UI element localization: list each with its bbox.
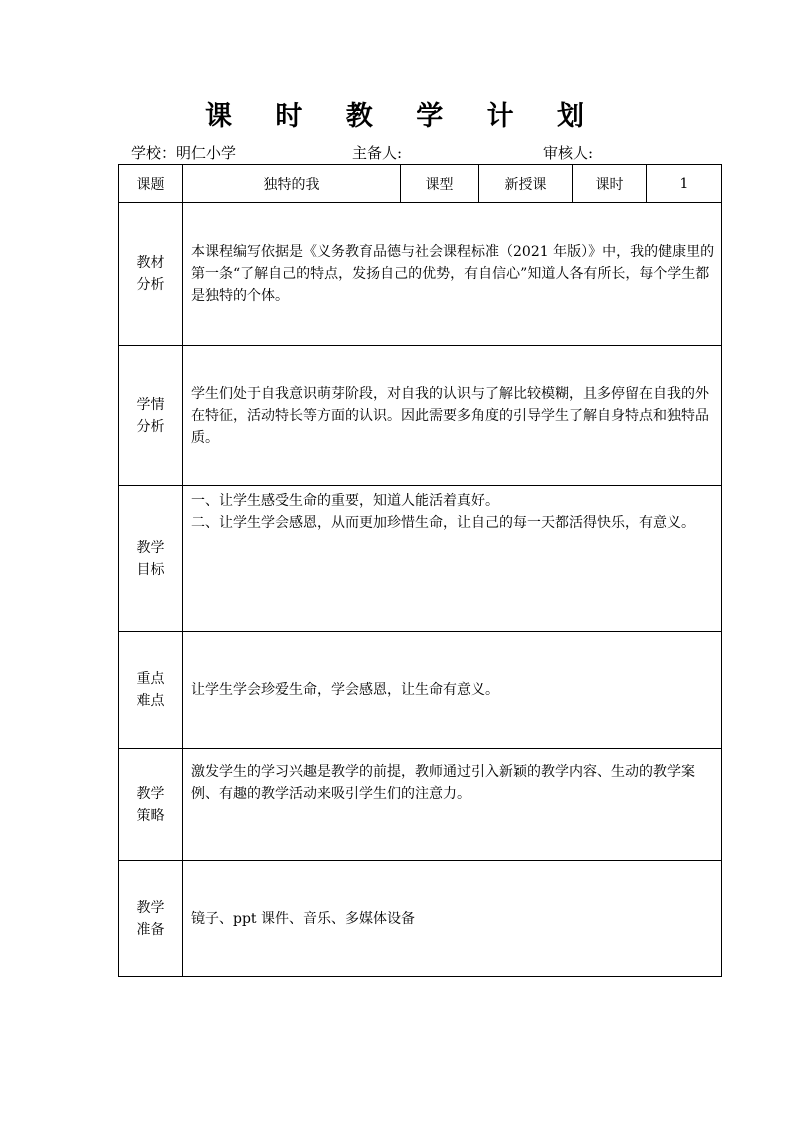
section-row-materials xyxy=(119,203,722,346)
section-label xyxy=(119,203,183,346)
section-content xyxy=(183,203,722,346)
period-label: 课时 xyxy=(573,165,647,203)
reviewer-label: 审核人: xyxy=(543,144,594,162)
section-label-line1: 教学 xyxy=(136,899,165,916)
section-paragraph: 一、让学生感受生命的重要，知道人能活着真好。 xyxy=(191,493,499,509)
section-label-line1: 教学 xyxy=(136,539,165,556)
section-paragraph: 学生们处于自我意识萌芽阶段，对自我的认识与了解比较模糊，且多停留在自我的外在特征，活动特长等方面的认识。因此需要多角度的引导学生了解自身特点和独特品质。 xyxy=(191,385,709,446)
section-paragraph: 镜子、ppt 课件、音乐、多媒体设备 xyxy=(191,910,415,927)
section-paragraph: 让学生学会珍爱生命，学会感恩，让生命有意义。 xyxy=(191,682,499,698)
type-value: 新授课 xyxy=(479,165,573,203)
preparer-label: 主备人: xyxy=(352,144,403,162)
section-label-line2: 准备 xyxy=(136,921,165,938)
section-row-key-points xyxy=(119,632,722,749)
section-label-line2: 策略 xyxy=(136,807,165,824)
section-paragraph: 本课程编写依据是《义务教育品德与社会课程标准（2021 年版）》中，我的健康里的第一条“了解自己的特点，发扬自己的优势，有自信心”知道人各有所长，每个学生都是独特的个体。 xyxy=(191,244,715,304)
topic-label: 课题 xyxy=(119,165,183,203)
lesson-plan-table xyxy=(118,164,722,977)
section-label xyxy=(119,632,183,749)
section-row-strategy xyxy=(119,749,722,861)
page-title: 课 时 教 学 计 划 xyxy=(205,101,601,132)
type-label: 课型 xyxy=(401,165,479,203)
section-content xyxy=(183,486,722,632)
section-label xyxy=(119,749,183,861)
section-label xyxy=(119,346,183,486)
topic-value: 独特的我 xyxy=(183,165,401,203)
header-row xyxy=(119,165,722,203)
section-label-line2: 分析 xyxy=(136,277,165,293)
section-content xyxy=(183,346,722,486)
section-label-line1: 学情 xyxy=(136,396,165,413)
section-content xyxy=(183,749,722,861)
section-label-line2: 难点 xyxy=(136,693,165,709)
section-label xyxy=(119,861,183,977)
section-label-line2: 目标 xyxy=(136,561,165,578)
section-content xyxy=(183,632,722,749)
section-label xyxy=(119,486,183,632)
section-label-line1: 教材 xyxy=(136,255,165,271)
section-content xyxy=(183,861,722,977)
section-paragraph: 二、让学生学会感恩，从而更加珍惜生命，让自己的每一天都活得快乐，有意义。 xyxy=(191,515,695,531)
section-label-line1: 教学 xyxy=(136,785,165,802)
section-row-objectives xyxy=(119,486,722,632)
section-row-preparation xyxy=(119,861,722,977)
section-label-line2: 分析 xyxy=(136,418,165,435)
period-value: 1 xyxy=(647,165,722,203)
section-label-line1: 重点 xyxy=(136,671,165,687)
section-paragraph: 激发学生的学习兴趣是教学的前提，教师通过引入新颖的教学内容、生动的教学案例、有趣的教学活动来吸引学生们的注意力。 xyxy=(191,764,695,802)
school-label: 学校：明仁小学 xyxy=(131,144,237,162)
section-row-student-analysis xyxy=(119,346,722,486)
